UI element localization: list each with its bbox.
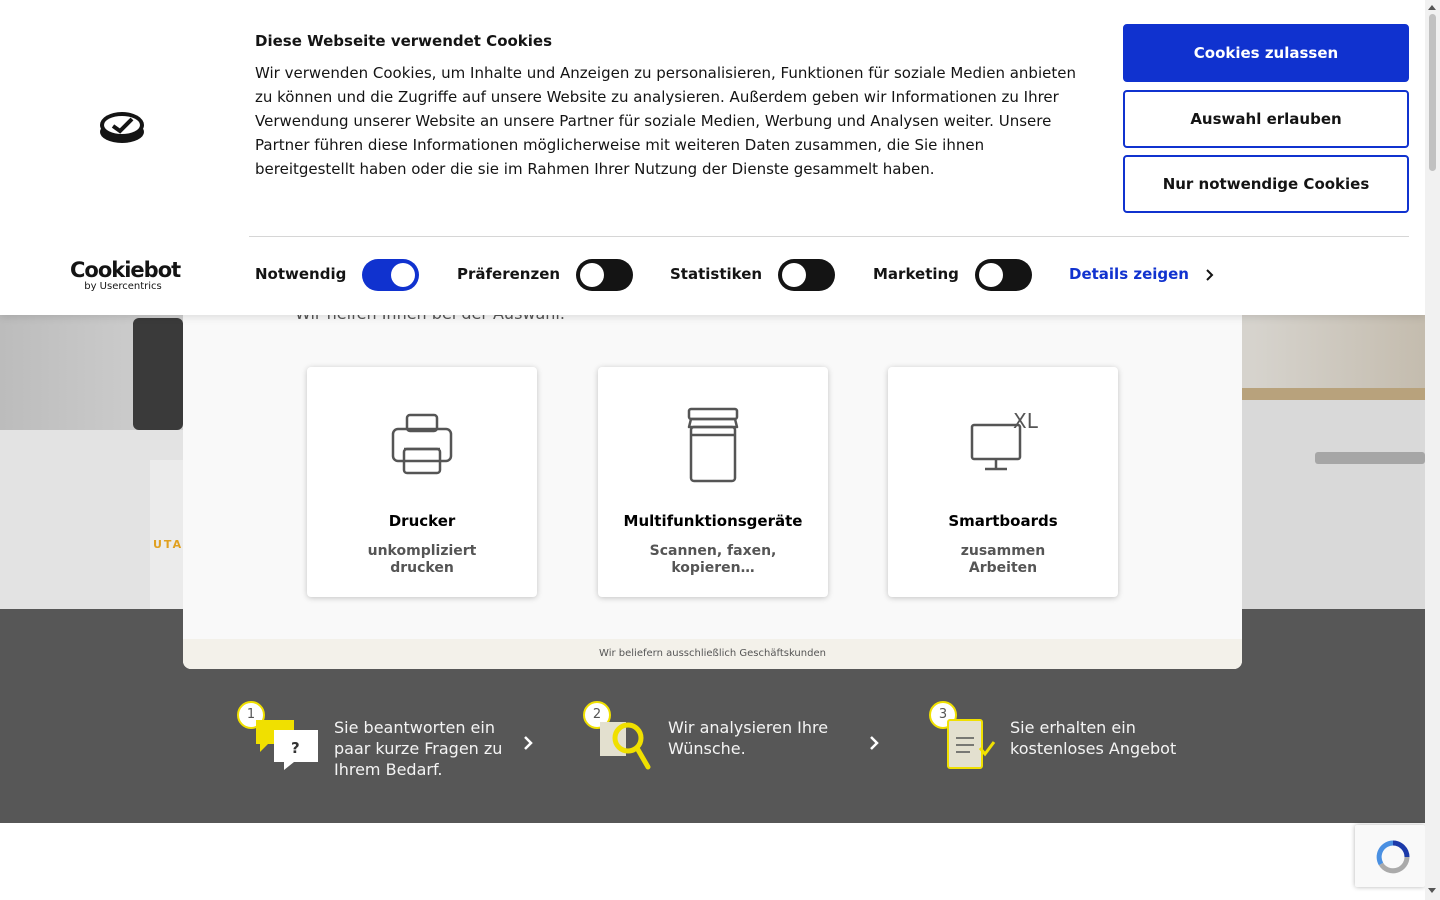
toggle-statistics[interactable] [778, 259, 835, 291]
card-title: Smartboards [948, 512, 1058, 530]
step-text: Sie erhalten ein kostenloses Angebot [1010, 718, 1177, 758]
card-subtitle: Scannen, faxen, kopieren… [649, 543, 777, 576]
consent-label-preferences: Präferenzen [457, 265, 561, 283]
scroll-up-arrow-icon[interactable] [1428, 5, 1436, 10]
background-copier-slot [1315, 452, 1425, 464]
step-number-badge: 3 [929, 701, 957, 729]
scroll-down-arrow-icon[interactable] [1428, 888, 1436, 893]
consent-label-marketing: Marketing [873, 265, 959, 283]
consent-label-statistics: Statistiken [670, 265, 763, 283]
recaptcha-badge[interactable] [1355, 825, 1425, 887]
cookie-banner-text: Wir verwenden Cookies, um Inhalte und Anzeigen zu personalisieren, Funktionen für soziale Medien anbieten zu können und die Zugriffe auf unsere Website zu analysieren. Außerdem geben wir Informationen zu Ihrer Verwendung unserer Website an unsere Partner für soziale Medien, Werbung und Analysen weiter. Unsere Partner führen diese Informationen möglicherweise mit weiteren Daten zusammen, die Sie ihnen bereitgestellt haben oder die sie im Rahmen Ihrer Nutzung der Dienste gesammelt haben. [255, 64, 1076, 178]
cookiebot-byline: by Usercentrics [84, 281, 162, 292]
card-subtitle: unkompliziert drucken [367, 543, 477, 576]
page-scrollbar[interactable] [1425, 0, 1440, 900]
cookie-banner-divider [249, 236, 1409, 237]
accept-all-cookies-button[interactable]: Cookies zulassen [1123, 24, 1409, 82]
chevron-right-icon [864, 733, 884, 753]
necessary-cookies-only-button[interactable]: Nur notwendige Cookies [1123, 155, 1409, 213]
scrollbar-thumb[interactable] [1429, 14, 1436, 171]
card-subtitle: zusammen Arbeiten [960, 543, 1046, 576]
device-selector-panel [183, 280, 1242, 669]
multifunction-device-icon [673, 405, 753, 485]
step-number-badge: 2 [583, 701, 611, 729]
background-brand-mark: UTA [153, 538, 184, 551]
cookie-banner-title: Diese Webseite verwendet Cookies [255, 32, 553, 50]
cookie-consent-banner [0, 0, 1425, 315]
background-shelf [1242, 388, 1425, 400]
toggle-necessary[interactable] [362, 259, 419, 291]
step-number-badge: 1 [237, 701, 265, 729]
printer-icon [382, 405, 462, 485]
xl-badge: XL [1013, 409, 1038, 433]
toggle-marketing[interactable] [975, 259, 1032, 291]
cookiebot-brand: Cookiebot [70, 258, 181, 282]
cookiebot-wordmark [70, 258, 181, 293]
magnifier-icon [598, 716, 654, 772]
cookiebot-logo-icon [98, 108, 146, 146]
chevron-right-icon [518, 733, 538, 753]
background-chair [133, 318, 183, 430]
checklist-icon [946, 718, 996, 772]
recaptcha-icon [1373, 839, 1413, 875]
consent-label-necessary: Notwendig [255, 265, 347, 283]
category-card-smartboard[interactable] [888, 367, 1118, 597]
svg-text:?: ? [291, 739, 300, 757]
background-copier [1242, 400, 1425, 609]
step-text: Sie beantworten ein paar kurze Fragen zu Ihrem Bedarf. [334, 718, 503, 779]
toggle-preferences[interactable] [576, 259, 633, 291]
speech-bubbles-icon [254, 718, 320, 772]
category-card-printer[interactable] [307, 367, 537, 597]
category-card-multifunction[interactable] [598, 367, 828, 597]
card-title: Drucker [388, 512, 456, 530]
show-details-label: Details zeigen [1069, 265, 1189, 283]
step-text: Wir analysieren Ihre Wünsche. [668, 718, 829, 758]
smartboard-icon [963, 405, 1043, 485]
card-title: Multifunktionsgeräte [623, 512, 803, 530]
business-customers-note: Wir beliefern ausschließlich Geschäftskunden [183, 639, 1242, 669]
chevron-right-icon [1203, 267, 1217, 283]
allow-selection-button[interactable]: Auswahl erlauben [1123, 90, 1409, 148]
show-details-link[interactable] [1069, 265, 1189, 283]
